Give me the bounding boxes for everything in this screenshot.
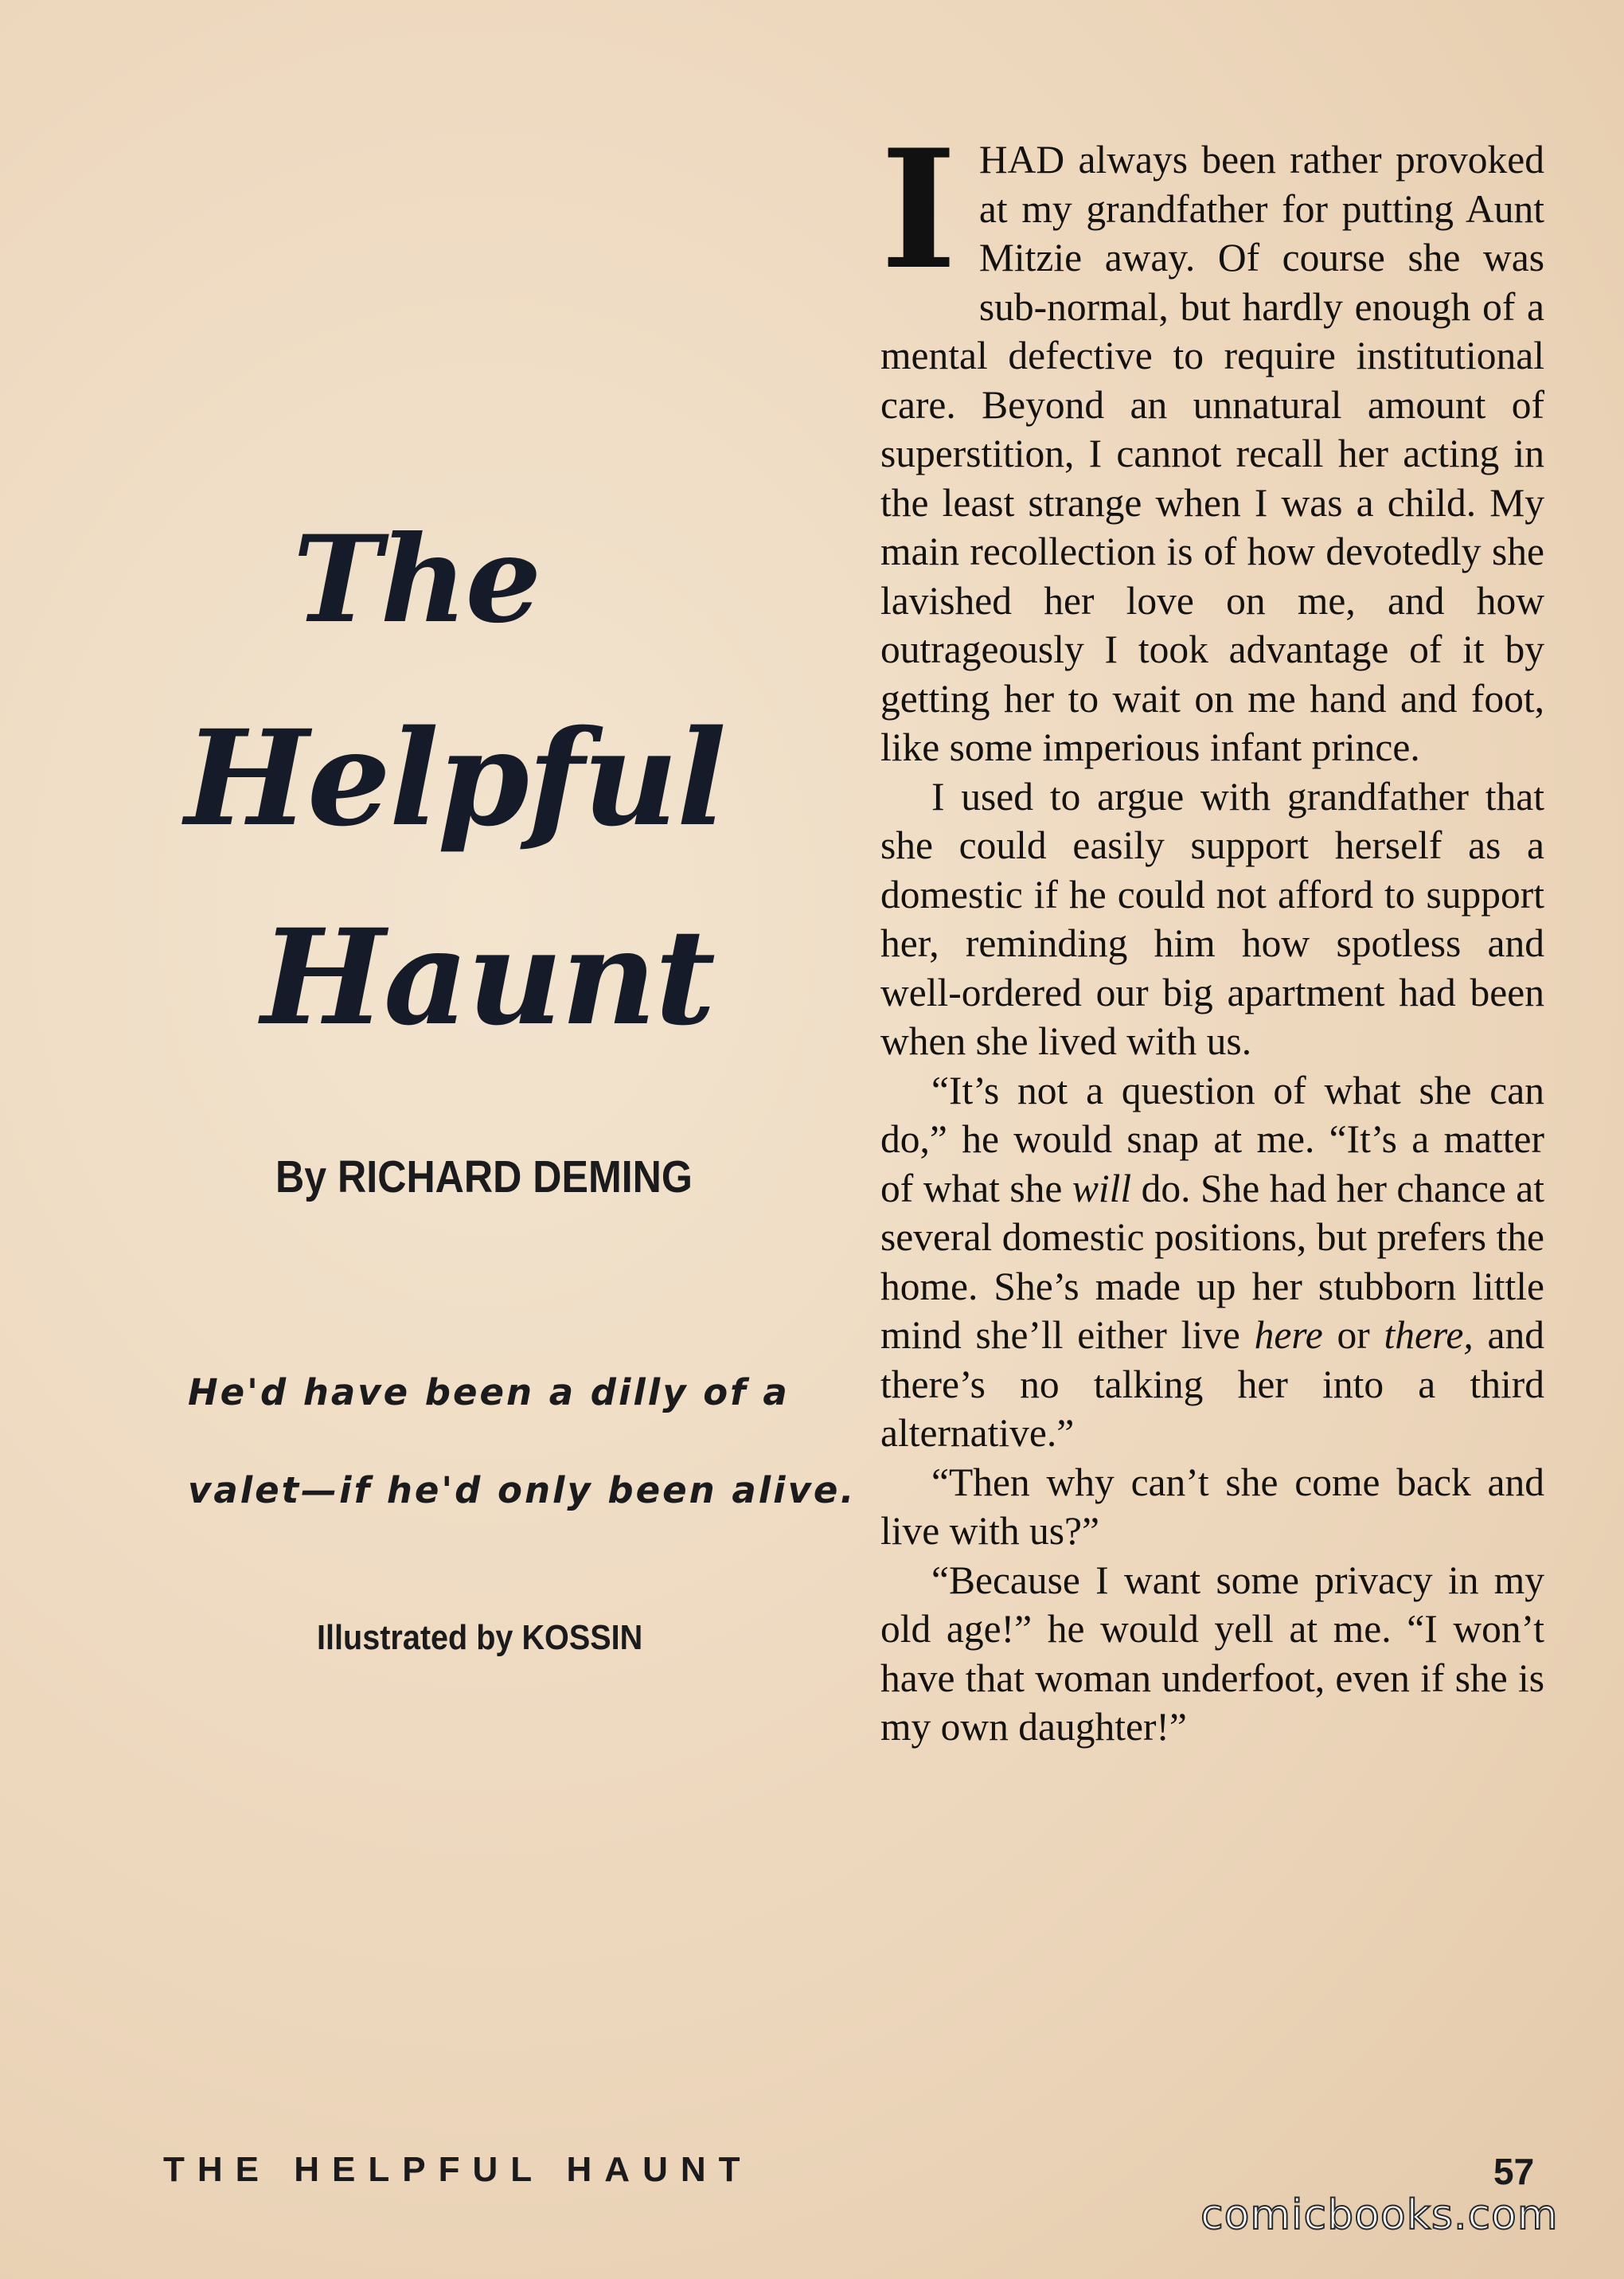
paragraph-4: “Then why can’t she come back and live with us?” <box>880 1460 1544 1553</box>
paragraph-5: “Because I want some privacy in my old age!” he would yell at me. “I won’t have that woman underfoot, even if she is my own daughter!” <box>880 1558 1544 1749</box>
paragraph-2: I used to argue with grandfather that she could easily support herself as a domestic if he could not afford to support her, reminding him how spotless and well-ordered our big apartment had been when she lived with us. <box>880 774 1544 1063</box>
story-text-column <box>880 115 1545 1752</box>
paragraph-3: “It’s not a question of what she can do,” he would snap at me. “It’s a matter of what she will do. She had her chance at several domestic positions, but prefers the home. She’s made up her stubborn little mind she’ll either live here or there, and there’s no talking her into a third alternative.” <box>880 1068 1545 1455</box>
story-title-line-1: The <box>293 510 541 650</box>
story-title-line-2: Helpful <box>185 701 725 855</box>
story-blurb-line-2: valet—if he'd only been alive. <box>188 1469 857 1511</box>
story-blurb-line-1: He'd have been a dilly of a <box>188 1371 790 1413</box>
page-number: 57 <box>1493 2151 1535 2192</box>
paragraph-1 <box>880 115 1544 772</box>
story-title-line-3: Haunt <box>261 900 714 1054</box>
running-title: THE HELPFUL HAUNT <box>163 2150 753 2189</box>
paragraph-1-text: HAD always been rather provoked at my grandfather for putting Aunt Mitzie away. Of course she was sub-normal, but hardly enough of a mental defective to require institutional care. Beyond an unnatural amount of superstition, I cannot recall her acting in the least strange when I was a child. My main recollection is of how devotedly she lavished her love on me, and how outrageously I took advantage of it by getting her to wait on me hand and foot, like some imperious infant prince. <box>880 138 1544 769</box>
site-watermark: comicbooks.com <box>1200 2191 1559 2239</box>
drop-cap: I <box>880 115 957 306</box>
illustrator-credit: Illustrated by KOSSIN <box>317 1618 643 1657</box>
author-byline: By RICHARD DEMING <box>275 1151 693 1202</box>
